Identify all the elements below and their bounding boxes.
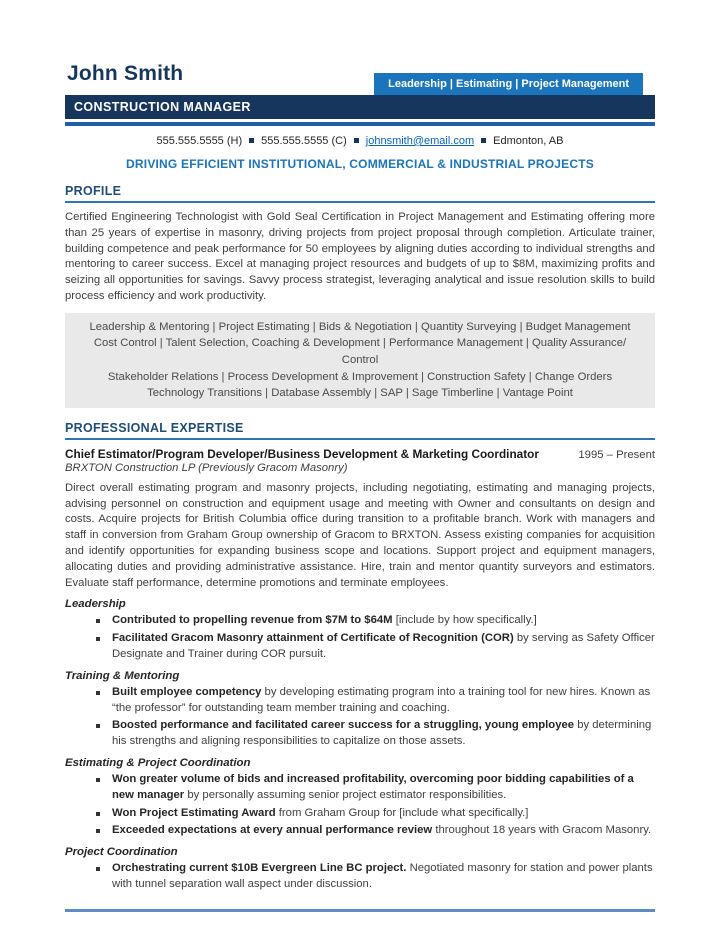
bullet-list-estimating-project-coordination [65,772,655,839]
skills-line: Technology Transitions | Database Assembly | SAP | Sage Timberline | Vantage Point [147,387,573,400]
square-separator-icon [354,138,359,143]
bullet-item [95,823,655,839]
bullet-rest-text: [include by how specifically.] [392,614,537,627]
bullet-marker-icon [95,823,112,839]
job-dates: 1995 – Present [578,448,655,461]
bullet-item [95,631,655,663]
location-text: Edmonton, AB [493,135,564,147]
skills-line: Cost Control | Talent Selection, Coaching & Development | Performance Management | Quality Assurance/ Control [93,337,627,366]
bullet-marker-icon [95,806,112,822]
bullet-bold-text: Orchestrating current $10B Evergreen Line BC project. [112,862,407,875]
email-link[interactable]: johnsmith@email.com [365,135,475,147]
page-bottom-rule [65,909,655,912]
bullet-bold-text: Boosted performance and facilitated career success for a struggling, young employee [112,719,575,732]
bullet-list-leadership [65,613,655,662]
bullet-list-project-coordination [65,861,655,893]
resume-content [65,0,655,912]
bullet-bold-text: Exceeded expectations at every annual performance review [112,824,433,837]
bullet-marker-icon [95,685,112,717]
profile-summary: Certified Engineering Technologist with Gold Seal Certification in Project Management and Estimating offering more than 25 years of expertise in masonry, driving projects from project proposal through completion. Articulate trainer, building competence and peak performance for 50 employees by aligning duties according to individual strengths and mentoring to career success. Excel at managing project resources and budgets of up to $8M, maximizing profits and seizing all opportunities for savings. Savvy process strategist, leveraging analytical and issue resolution skills to build process efficiency and work productivity. [65,211,655,302]
phone-cell: 555.555.5555 (C) [261,135,347,147]
bullet-rest-text: Negotiated masonry for station and power plants with tunnel separation wall aspect under discussion. [112,862,653,890]
bullet-rest-text: by developing estimating program into a training tool for new hires. Known as “the professor” for outstanding team member training and coaching. [112,685,651,714]
bullet-item [95,806,655,822]
section-heading-profile: PROFILE [65,184,655,203]
bullet-rest-text: throughout 18 years with Gracom Masonry. [432,824,652,837]
bullet-list-training-mentoring [65,685,655,750]
header [65,62,655,95]
bullet-rest-text: from Graham Group for [include what specifically.] [275,806,529,819]
square-separator-icon [481,138,486,143]
bullet-rest-text: by personally assuming senior project estimator responsibilities. [184,788,507,801]
square-separator-icon [249,138,254,143]
headline-tagline: DRIVING EFFICIENT INSTITUTIONAL, COMMERCIAL & INDUSTRIAL PROJECTS [126,157,594,171]
job-description: Direct overall estimating program and masonry projects, including negotiating, estimating and managing projects, advising personnel on construction and equipment usage and meeting with Owner and consultants on design and costs. Acquire projects for British Columbia office during transition to a profitable branch. Work with managers and staff in conversion from Graham Group ownership of Gracom to BRXTON. Assess existing companies for acquisition and identify opportunities for expanding business scope and locations. Support project and equipment managers, allocating duties and providing administrative assistance. Hire, train and mentor quantity surveyors and estimators. Evaluate staff performance, determine promotions and terminate employees. [65,481,655,589]
bullet-marker-icon [95,861,112,893]
bullet-bold-text: Facilitated Gracom Masonry attainment of Certificate of Recognition (COR) [112,632,514,645]
title-bar-accent-line [65,122,655,126]
bullet-rest-text: by determining his strengths and aligning responsibilities to capitalize on those assets. [112,719,652,748]
job-title-bar: CONSTRUCTION MANAGER [65,95,655,119]
skills-line: Leadership & Mentoring | Project Estimating | Bids & Negotiation | Quantity Surveying | Budget Management [89,320,631,333]
section-heading-professional-expertise: PROFESSIONAL EXPERTISE [65,421,655,440]
job-company: BRXTON Construction LP (Previously Gracom Masonry) [65,461,348,474]
bullet-marker-icon [95,718,112,750]
group-label-project-coordination: Project Coordination [65,846,178,859]
group-label-training-mentoring: Training & Mentoring [65,669,180,682]
contact-row [65,134,655,148]
job-header [65,447,655,461]
skills-badge: Leadership | Estimating | Project Management [374,73,643,95]
skills-keywords-box [65,313,655,408]
bullet-item [95,718,655,750]
phone-home: 555.555.5555 (H) [156,135,243,147]
bullet-bold-text: Contributed to propelling revenue from $7M to $64M [112,614,393,627]
group-label-leadership: Leadership [65,598,126,611]
bullet-item [95,613,655,629]
bullet-marker-icon [95,631,112,663]
bullet-item [95,772,655,804]
bullet-marker-icon [95,613,112,629]
bullet-item [95,685,655,717]
bullet-bold-text: Won greater volume of bids and increased profitability, overcoming poor bidding capabilities of a new manager [112,772,634,801]
job-title: Chief Estimator/Program Developer/Business Development & Marketing Coordinator [65,446,539,461]
candidate-name: John Smith [67,62,184,85]
bullet-rest-text: by serving as Safety Officer Designate and Trainer during COR pursuit. [112,632,655,660]
bullet-marker-icon [95,772,112,804]
skills-line: Stakeholder Relations | Process Development & Improvement | Construction Safety | Change Orders [107,370,613,383]
group-label-estimating-project-coordination: Estimating & Project Coordination [65,756,251,769]
bullet-bold-text: Built employee competency [112,685,262,698]
bullet-item [95,861,655,893]
bullet-bold-text: Won Project Estimating Award [112,806,276,819]
